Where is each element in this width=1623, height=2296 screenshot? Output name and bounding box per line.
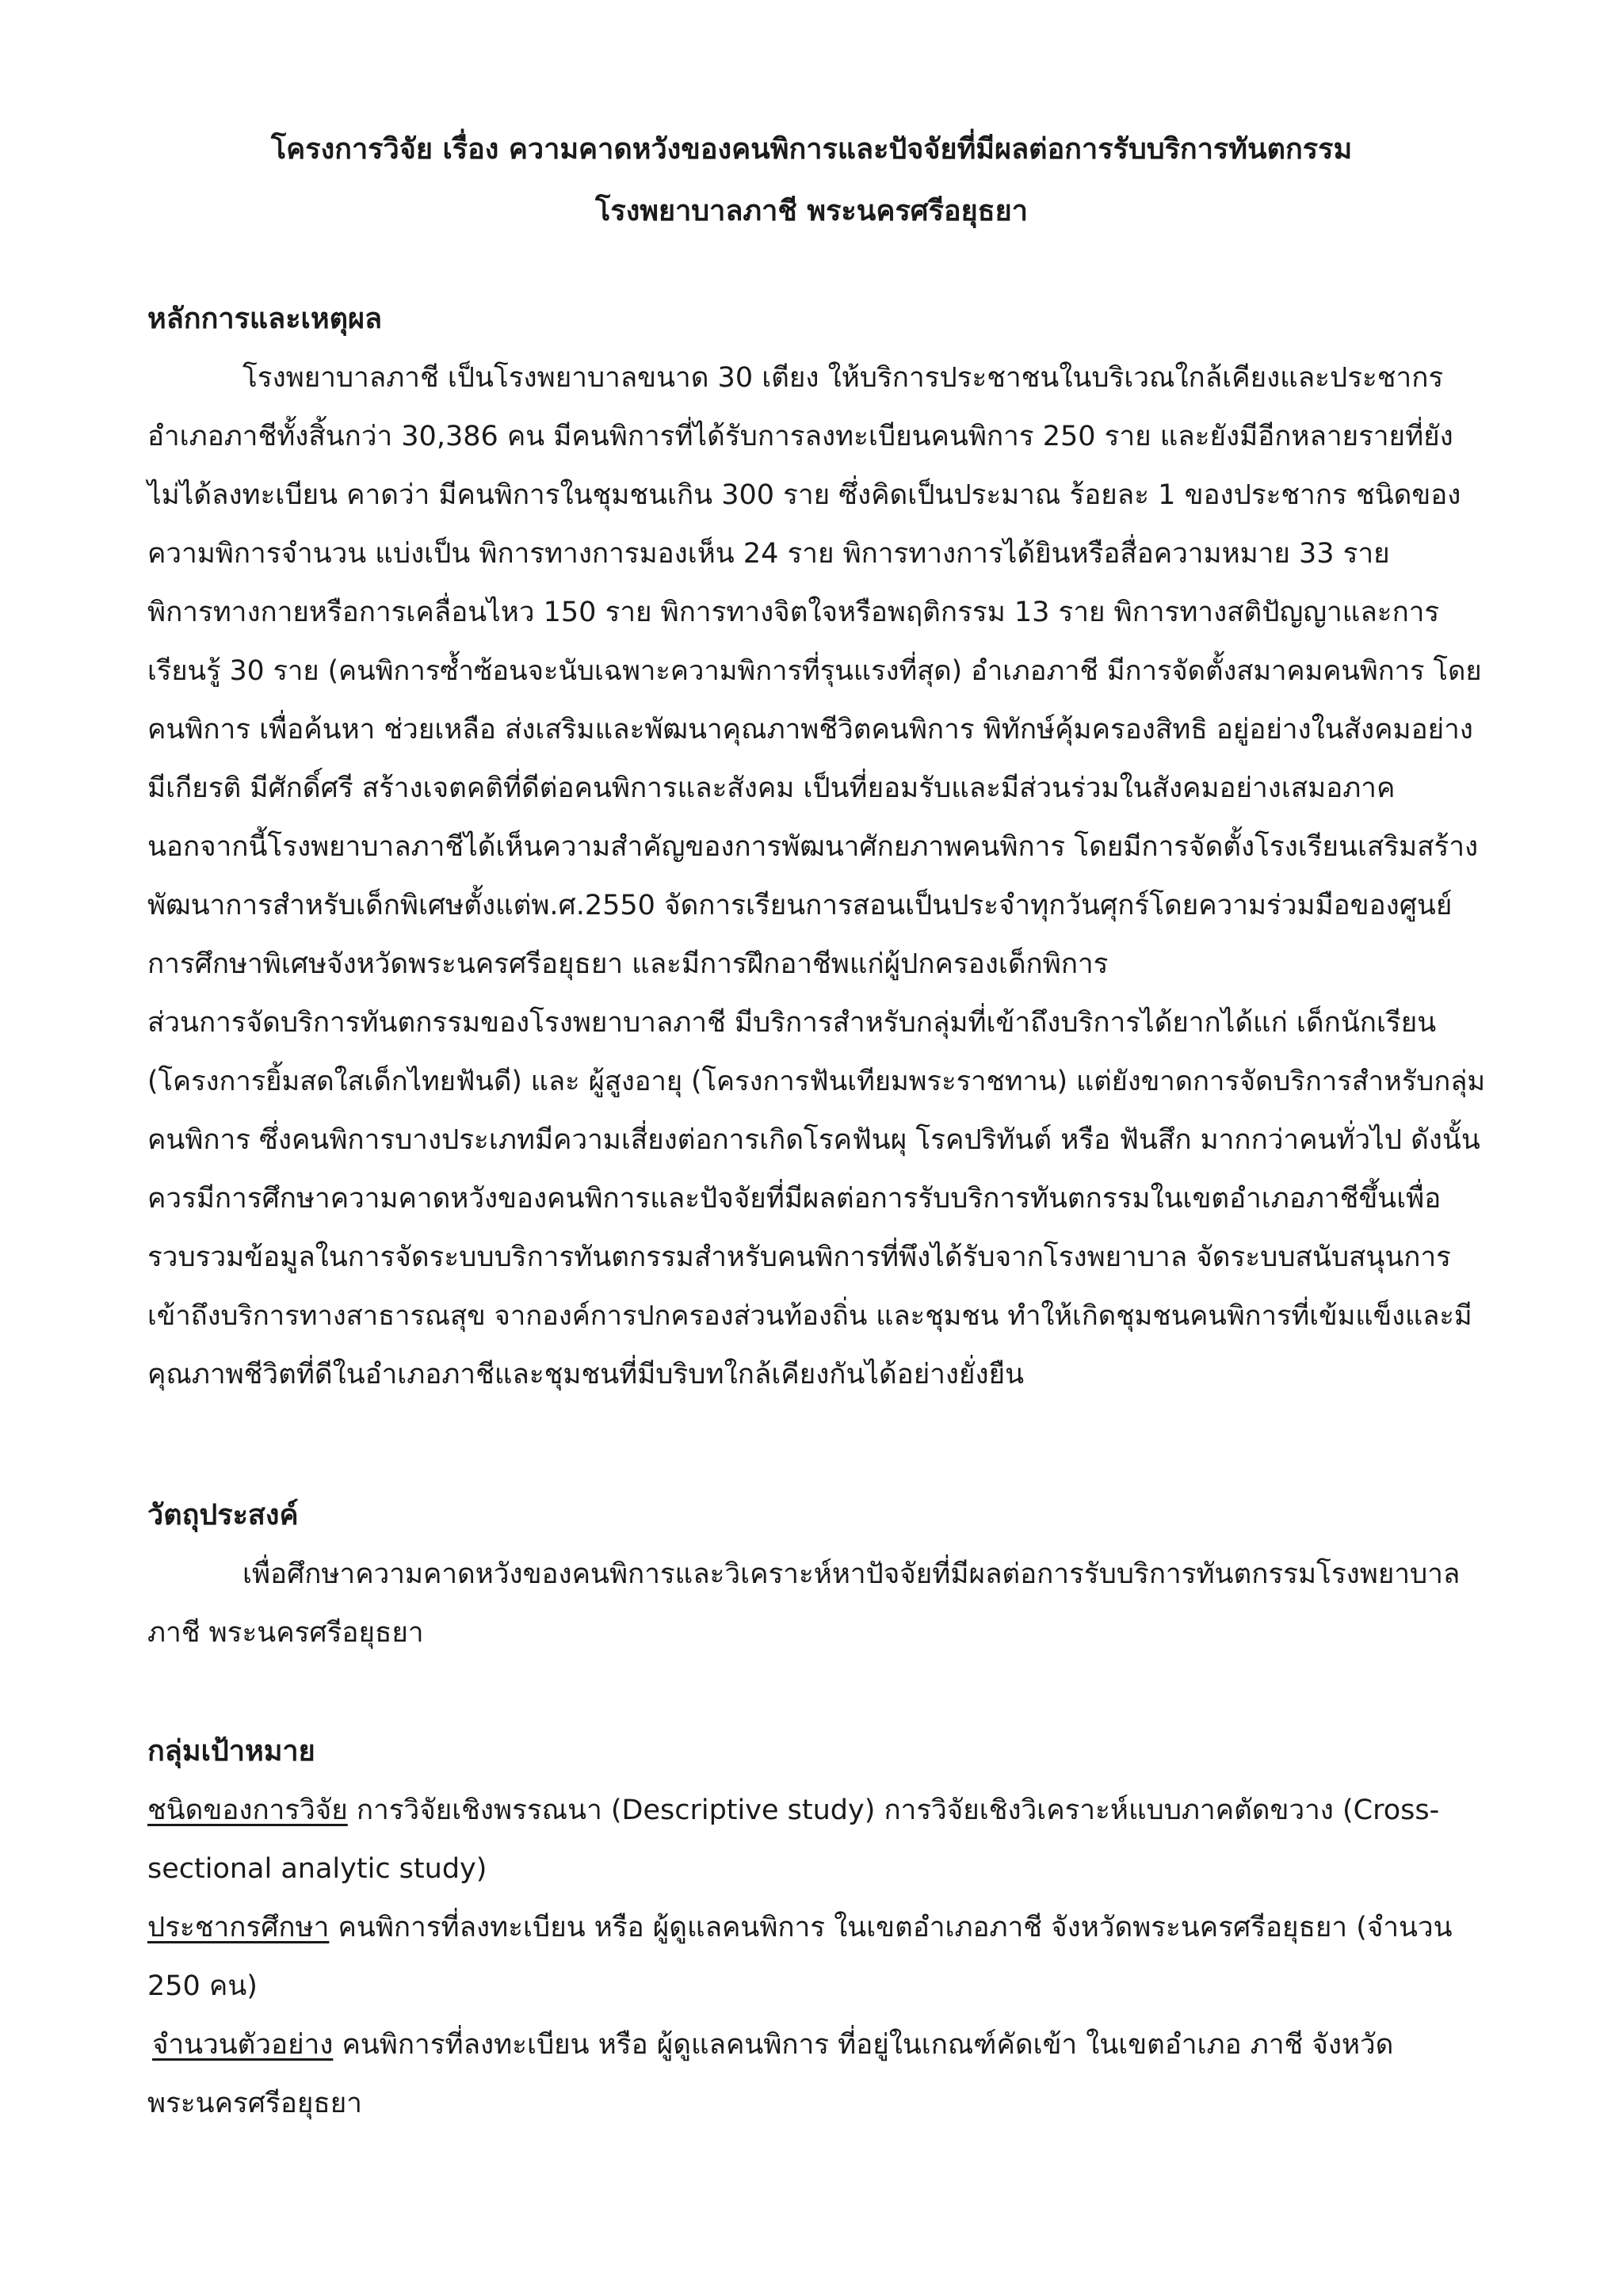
paragraph-line: รวบรวมข้อมูลในการจัดระบบบริการทันตกรรมสำหรับคนพิการที่พึงได้รับจากโรงพยาบาล จัดระบบสนับสนุนการ [147, 1241, 1451, 1273]
sample-line [147, 2016, 1487, 2074]
population-line [147, 1898, 1487, 1957]
paragraph-line: sectional analytic study) [147, 1853, 487, 1885]
target-section [147, 1722, 1487, 2133]
paragraph-line: พิการทางกายหรือการเคลื่อนไหว 150 ราย พิการทางจิตใจหรือพฤติกรรม 13 ราย พิการทางสติปัญญาและการ [147, 597, 1440, 628]
paragraph-line: พระนครศรีอยุธยา [147, 2088, 362, 2119]
paragraph-line: ส่วนการจัดบริการทันตกรรมของโรงพยาบาลภาชี มีบริการสำหรับกลุ่มที่เข้าถึงบริการได้ยากได้แก่ เด็กนักเรียน [147, 1007, 1437, 1039]
paragraph-line: เรียนรู้ 30 ราย (คนพิการซ้ำซ้อนจะนับเฉพาะความพิการที่รุนแรงที่สุด) อำเภอภาชี มีการจัดตั้งสมาคมคนพิการ โดย [147, 655, 1482, 687]
population-label: ประชากรศึกษา [147, 1912, 330, 1943]
paragraph-line: นอกจากนี้โรงพยาบาลภาชีได้เห็นความสำคัญของการพัฒนาศักยภาพคนพิการ โดยมีการจัดตั้งโรงเรียนเสริมสร้าง [147, 831, 1479, 863]
paragraph-line: คุณภาพชีวิตที่ดีในอำเภอภาชีและชุมชนที่มีบริบทใกล้เคียงกันได้อย่างยั่งยืน [147, 1359, 1025, 1390]
paragraph-line: คนพิการ เพื่อค้นหา ช่วยเหลือ ส่งเสริมและพัฒนาคุณภาพชีวิตคนพิการ พิทักษ์คุ้มครองสิทธิ อยู่อย่างในสังคมอย่าง [147, 714, 1473, 746]
paragraph-line: เข้าถึงบริการทางสาธารณสุข จากองค์การปกครองส่วนท้องถิ่น และชุมชน ทำให้เกิดชุมชนคนพิการที่เข้มแข็งและมี [147, 1300, 1472, 1332]
paragraph-line: การศึกษาพิเศษจังหวัดพระนครศรีอยุธยา และมีการฝึกอาชีพแก่ผู้ปกครองเด็กพิการ [147, 948, 1109, 980]
principles-section [147, 290, 1487, 1404]
paragraph-line: ควรมีการศึกษาความคาดหวังของคนพิการและปัจจัยที่มีผลต่อการรับบริการทันตกรรมในเขตอำเภอภาชีขึ้นเพื่อ [147, 1183, 1442, 1215]
title-line-1: โครงการวิจัย เรื่อง ความคาดหวังของคนพิการและปัจจัยที่มีผลต่อการรับบริการทันตกรรม [270, 133, 1353, 166]
paragraph-line: (โครงการยิ้มสดใสเด็กไทยฟันดี) และ ผู้สูงอายุ (โครงการฟันเทียมพระราชทาน) แต่ยังขาดการจัดบริการสำหรับกลุ่ม [147, 1066, 1486, 1097]
title-line-2: โรงพยาบาลภาชี พระนครศรีอยุธยา [595, 195, 1028, 227]
objective-section [147, 1486, 1487, 1662]
paragraph-line: อำเภอภาชีทั้งสิ้นกว่า 30,386 คน มีคนพิการที่ได้รับการลงทะเบียนคนพิการ 250 ราย และยังมีอีกหลายรายที่ยัง [147, 421, 1453, 452]
paragraph-line: พัฒนาการสำหรับเด็กพิเศษตั้งแต่พ.ศ.2550 จัดการเรียนการสอนเป็นประจำทุกวันศุกร์โดยความร่วมมือของศูนย์ [147, 890, 1453, 921]
paragraph-line: ไม่ได้ลงทะเบียน คาดว่า มีคนพิการในชุมชนเกิน 300 ราย ซึ่งคิดเป็นประมาณ ร้อยละ 1 ของประชากร ชนิดของ [147, 479, 1461, 511]
paragraph-line: เพื่อศึกษาความคาดหวังของคนพิการและวิเคราะห์หาปัจจัยที่มีผลต่อการรับบริการทันตกรรมโรงพยาบาล [242, 1558, 1461, 1590]
paragraph-line: 250 คน) [147, 1970, 258, 2002]
paragraph-line: คนพิการ ซึ่งคนพิการบางประเภทมีความเสี่ยงต่อการเกิดโรคฟันผุ โรคปริทันต์ หรือ ฟันสึก มากกว่าคนทั่วไป ดังนั้น [147, 1124, 1480, 1156]
paragraph-line: ความพิการจำนวน แบ่งเป็น พิการทางการมองเห็น 24 ราย พิการทางการได้ยินหรือสื่อความหมาย 33 ราย [147, 538, 1390, 570]
research-type-label: ชนิดของการวิจัย [147, 1794, 348, 1826]
paragraph-line: มีเกียรติ มีศักดิ์ศรี สร้างเจตคติที่ดีต่อคนพิการและสังคม เป็นที่ยอมรับและมีส่วนร่วมในสังคมอย่างเสมอภาค [147, 772, 1396, 804]
target-heading: กลุ่มเป้าหมาย [147, 1735, 315, 1768]
paragraph-line: ภาชี พระนครศรีอยุธยา [147, 1617, 424, 1649]
principles-heading: หลักการและเหตุผล [147, 303, 383, 335]
document-title [0, 119, 1623, 242]
paragraph-line: โรงพยาบาลภาชี เป็นโรงพยาบาลขนาด 30 เตียง ให้บริการประชาชนในบริเวณใกล้เคียงและประชากร [242, 362, 1444, 394]
sample-label: จำนวนตัวอย่าง [152, 2029, 334, 2061]
research-type-text: การวิจัยเชิงพรรณนา (Descriptive study) การวิจัยเชิงวิเคราะห์แบบภาคตัดขวาง (Cross- [347, 1794, 1440, 1826]
research-type-line [147, 1781, 1487, 1840]
sample-text: คนพิการที่ลงทะเบียน หรือ ผู้ดูแลคนพิการ ที่อยู่ในเกณฑ์คัดเข้า ในเขตอำเภอ ภาชี จังหวัด [333, 2029, 1394, 2061]
population-text: คนพิการที่ลงทะเบียน หรือ ผู้ดูแลคนพิการ ในเขตอำเภอภาชี จังหวัดพระนครศรีอยุธยา (จำนวน [329, 1912, 1453, 1943]
objective-heading: วัตถุประสงค์ [147, 1499, 299, 1531]
